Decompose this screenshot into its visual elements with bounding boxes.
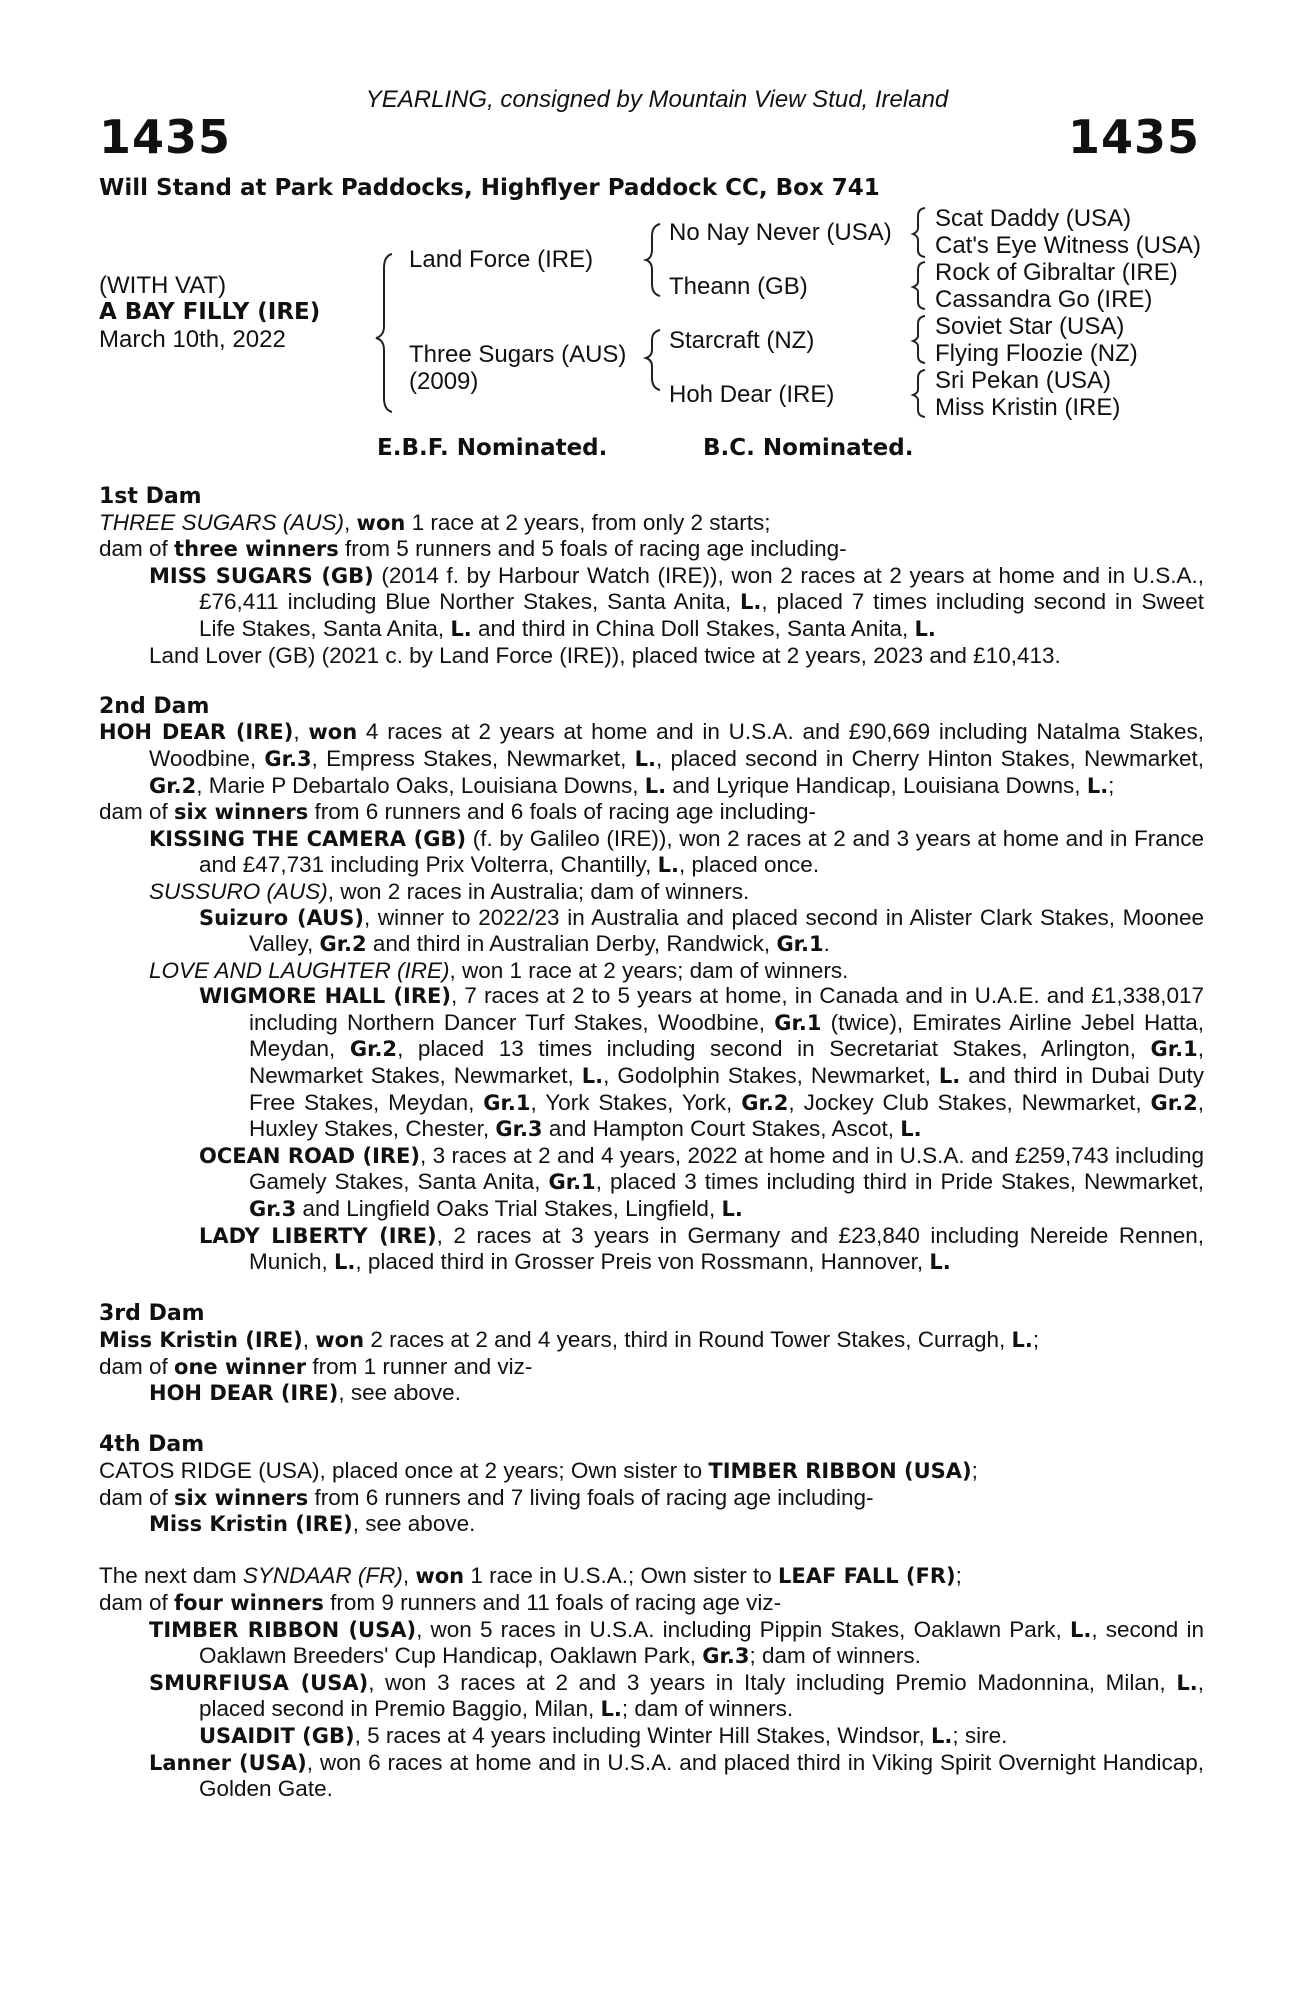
bc-nomination: B.C. Nominated. bbox=[703, 435, 914, 461]
horse-name: A BAY FILLY (IRE) bbox=[99, 299, 321, 325]
third-dam-heading: 3rd Dam bbox=[99, 1301, 205, 1327]
second-dam-produce-line: dam of six winners from 6 runners and 6 foals of racing age including- bbox=[99, 799, 816, 825]
vat-note: (WITH VAT) bbox=[99, 272, 227, 299]
produce-sussuro: SUSSURO (AUS), won 2 races in Australia; dam of winners. bbox=[149, 878, 750, 904]
grandsire-3: Rock of Gibraltar (IRE) bbox=[935, 259, 1178, 286]
bracket-dam bbox=[646, 330, 660, 390]
fourth-dam-heading: 4th Dam bbox=[99, 1432, 205, 1458]
first-dam-produce-line: dam of three winners from 5 runners and 5 foals of racing age including- bbox=[99, 536, 847, 562]
foaling-date: March 10th, 2022 bbox=[99, 326, 286, 353]
produce-timber-ribbon: TIMBER RIBBON (USA), won 5 races in U.S.A. including Pippin Stakes, Oaklawn Park, L., second in Oaklawn Breeders' Cup Handicap, Oaklawn Park, Gr.3; dam of winners. bbox=[149, 1616, 1204, 1669]
produce-miss-sugars: MISS SUGARS (GB) (2014 f. by Harbour Watch (IRE)), won 2 races at 2 years at home and in U.S.A., £76,411 including Blue Norther Stakes, Santa Anita, L., placed 7 times including second in Sweet Life Stakes, Santa Anita, L. and third in China Doll Stakes, Santa Anita, L. bbox=[149, 562, 1205, 641]
bracket-g78 bbox=[913, 370, 925, 417]
granddam-4: Cassandra Go (IRE) bbox=[935, 286, 1153, 313]
stand-location: Will Stand at Park Paddocks, Highflyer Paddock CC, Box 741 bbox=[99, 175, 880, 201]
fourth-dam-produce-miss-kristin: Miss Kristin (IRE), see above. bbox=[149, 1511, 476, 1537]
dam-name: Three Sugars (AUS) bbox=[409, 341, 627, 368]
grandsire-5: Soviet Star (USA) bbox=[935, 313, 1125, 340]
produce-love-and-laughter: LOVE AND LAUGHTER (IRE), won 1 race at 2 years; dam of winners. bbox=[149, 957, 849, 983]
second-dam-heading: 2nd Dam bbox=[99, 693, 210, 719]
produce-smurfiusa: SMURFIUSA (USA), won 3 races at 2 and 3 years in Italy including Premio Madonnina, Milan, L., placed second in Premio Baggio, Milan, L.; dam of winners. bbox=[149, 1669, 1204, 1722]
granddam-6: Flying Floozie (NZ) bbox=[935, 340, 1138, 367]
granddam-2: Cat's Eye Witness (USA) bbox=[935, 232, 1201, 259]
bracket-g34 bbox=[913, 262, 925, 309]
produce-ocean-road: OCEAN ROAD (IRE), 3 races at 2 and 4 years, 2022 at home and in U.S.A. and £259,743 including Gamely Stakes, Santa Anita, Gr.1, placed 3 times including third in Pride Stakes, Newmarket, Gr.3 and Lingfield Oaks Trial Stakes, Lingfield, L. bbox=[199, 1142, 1205, 1222]
dam-year: (2009) bbox=[409, 368, 479, 395]
fourth-dam-produce-line: dam of six winners from 6 runners and 7 living foals of racing age including- bbox=[99, 1484, 874, 1510]
produce-kissing-the-camera: KISSING THE CAMERA (GB) (f. by Galileo (IRE)), won 2 races at 2 and 3 years at home and in France and £47,731 including Prix Volterra, Chantilly, L., placed once. bbox=[149, 825, 1205, 878]
produce-usaidit: USAIDIT (GB), 5 races at 4 years including Winter Hill Stakes, Windsor, L.; sire. bbox=[199, 1722, 1008, 1748]
next-dam-line: The next dam SYNDAAR (FR), won 1 race in U.S.A.; Own sister to LEAF FALL (FR); bbox=[99, 1563, 962, 1589]
grandsire-1: Scat Daddy (USA) bbox=[935, 205, 1132, 232]
bracket-g56 bbox=[913, 316, 925, 363]
granddam-8: Miss Kristin (IRE) bbox=[935, 394, 1121, 421]
consignment-line: YEARLING, consigned by Mountain View Stud, Ireland bbox=[365, 86, 949, 113]
catalogue-body bbox=[99, 484, 1204, 1802]
third-dam-produce-hoh-dear: HOH DEAR (IRE), see above. bbox=[149, 1380, 461, 1406]
dam-dam: Hoh Dear (IRE) bbox=[669, 381, 835, 408]
sire-dam: Theann (GB) bbox=[669, 273, 808, 300]
produce-lady-liberty: LADY LIBERTY (IRE), 2 races at 3 years in Germany and £23,840 including Nereide Rennen, Munich, L., placed third in Grosser Preis von Rossmann, Hannover, L. bbox=[199, 1222, 1204, 1275]
next-dam-produce-line: dam of four winners from 9 runners and 11 foals of racing age viz- bbox=[99, 1589, 782, 1615]
bracket-sire bbox=[646, 224, 660, 296]
first-dam-heading: 1st Dam bbox=[99, 484, 202, 509]
produce-lanner: Lanner (USA), won 6 races at home and in U.S.A. and placed third in Viking Spirit Overnight Handicap, Golden Gate. bbox=[149, 1749, 1204, 1802]
produce-land-lover: Land Lover (GB) (2021 c. by Land Force (IRE)), placed twice at 2 years, 2023 and £10,413. bbox=[149, 642, 1061, 668]
produce-wigmore-hall: WIGMORE HALL (IRE), 7 races at 2 to 5 years at home, in Canada and in U.A.E. and £1,338,017 including Northern Dancer Turf Stakes, Woodbine, Gr.1 (twice), Emirates Airline Jebel Hatta, Meydan, Gr.2, placed 13 times including second in Secretariat Stakes, Arlington, Gr.1, Newmarket Stakes, Newmarket, L., Godolphin Stakes, Newmarket, L. and third in Dubai Duty Free Stakes, Meydan, Gr.1, York Stakes, York, Gr.2, Jockey Club Stakes, Newmarket, Gr.2, Huxley Stakes, Chester, Gr.3 and Hampton Court Stakes, Ascot, L. bbox=[199, 983, 1204, 1142]
second-dam-line: HOH DEAR (IRE), won 4 races at 2 years at home and in U.S.A. and £90,669 including Natalma Stakes, Woodbine, Gr.3, Empress Stakes, Newmarket, L., placed second in Cherry Hinton Stakes, Newmarket, Gr.2, Marie P Debartalo Oaks, Louisiana Downs, L. and Lyrique Handicap, Louisiana Downs, L.; bbox=[99, 719, 1204, 798]
fourth-dam-line: CATOS RIDGE (USA), placed once at 2 years; Own sister to TIMBER RIBBON (USA); bbox=[99, 1457, 978, 1483]
bracket-g12 bbox=[913, 208, 925, 257]
third-dam-produce-line: dam of one winner from 1 runner and viz- bbox=[99, 1353, 533, 1379]
ebf-nomination: E.B.F. Nominated. bbox=[377, 435, 608, 461]
third-dam-line: Miss Kristin (IRE), won 2 races at 2 and 4 years, third in Round Tower Stakes, Curragh, L.; bbox=[99, 1327, 1040, 1352]
bracket-main bbox=[376, 254, 392, 412]
lot-number-left: 1435 bbox=[99, 110, 232, 164]
lot-number-right: 1435 bbox=[1067, 110, 1200, 164]
sire-sire: No Nay Never (USA) bbox=[669, 219, 892, 246]
first-dam-line: THREE SUGARS (AUS), won 1 race at 2 years, from only 2 starts; bbox=[99, 509, 771, 535]
produce-suizuro: Suizuro (AUS), winner to 2022/23 in Australia and placed second in Alister Clark Stakes, Moonee Valley, Gr.2 and third in Australian Derby, Randwick, Gr.1. bbox=[199, 904, 1204, 957]
sire-name: Land Force (IRE) bbox=[409, 246, 594, 273]
grandsire-7: Sri Pekan (USA) bbox=[935, 367, 1112, 394]
dam-sire: Starcraft (NZ) bbox=[669, 327, 815, 354]
